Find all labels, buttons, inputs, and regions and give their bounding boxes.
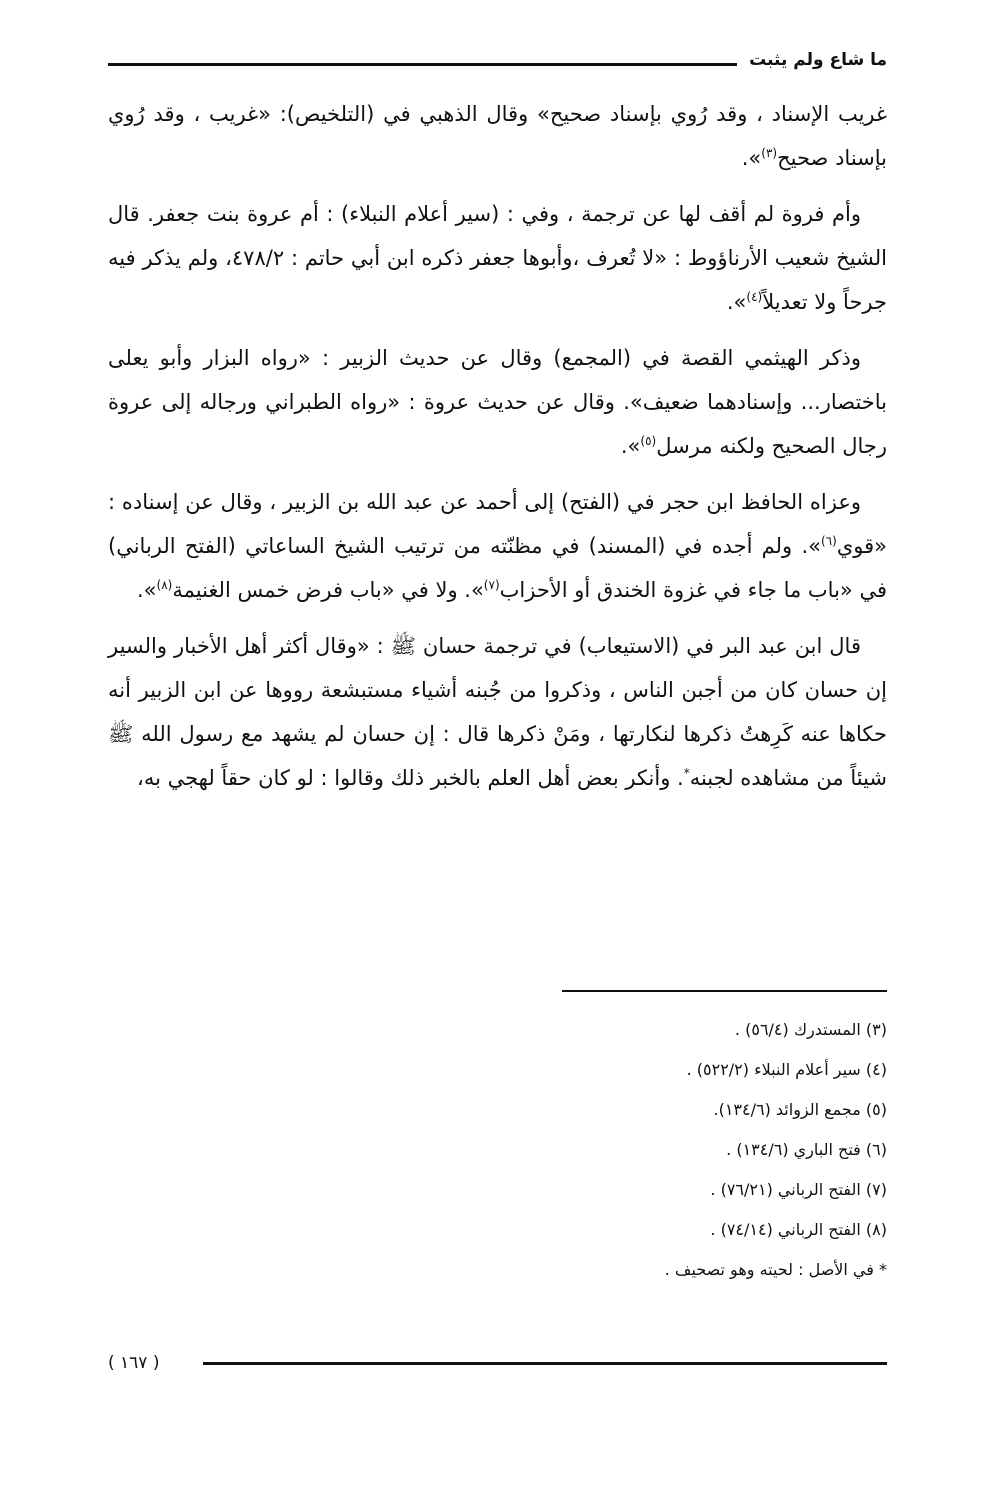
footnote-ref-7: (٧) bbox=[483, 578, 500, 592]
paragraph-tail: . وأنكر بعض أهل العلم بالخبر ذلك وقالوا : لو كان حقاً لهجي به، bbox=[137, 766, 684, 790]
footer-rule bbox=[203, 1362, 887, 1365]
footnote-separator bbox=[562, 990, 887, 992]
paragraph-text: قال ابن عبد البر في (الاستيعاب) في ترجمة حسان ﷺ : «وقال أكثر أهل الأخبار والسير إن حسان كان من أجبن الناس ، وذكروا من جُبنه أشياء مستبشعة رووها عن ابن الزبير أنه حكاها عنه كَرِهتُ ذكرها لنكارتها ، ومَنْ ذكرها قال : إن حسان لم يشهد مع رسول الله ﷺ شيئاً من مشاهده لجبنه bbox=[108, 634, 887, 790]
footnote-3: (٣) المستدرك (٥٦/٤) . bbox=[734, 1020, 887, 1039]
footnote-ref-star: * bbox=[683, 766, 690, 780]
footnote-ref-8: (٨) bbox=[156, 578, 173, 592]
page-number: ( ١٦٧ ) bbox=[108, 1353, 160, 1373]
footnote-4: (٤) سير أعلام النبلاء (٥٢٢/٢) . bbox=[686, 1060, 887, 1079]
paragraph-text: وذكر الهيثمي القصة في (المجمع) وقال عن حديث الزبير : «رواه البزار وأبو يعلى باختصار... وإسنادهما ضعيف». وقال عن حديث عروة : «رواه الطبراني ورجاله إلى عروة رجال الصحيح ولكنه مرسل bbox=[108, 346, 887, 458]
page-header bbox=[108, 46, 887, 80]
paragraph-3 bbox=[108, 336, 887, 468]
paragraph-text: غريب الإسناد ، وقد رُوي بإسناد صحيح» وقال الذهبي في (التلخيص): «غريب ، وقد رُوي بإسناد صحيح bbox=[108, 102, 887, 170]
footnote-ref-6: (٦) bbox=[820, 534, 837, 548]
footnote-ref-4: (٤) bbox=[746, 290, 763, 304]
running-title: ما شاع ولم يثبت bbox=[749, 50, 887, 70]
footnote-5: (٥) مجمع الزوائد (١٣٤/٦). bbox=[713, 1100, 887, 1119]
paragraph-4 bbox=[108, 480, 887, 612]
paragraph-text: وعزاه الحافظ ابن حجر في (الفتح) إلى أحمد عن عبد الله بن الزبير ، وقال عن إسناده : «قوي bbox=[108, 490, 887, 558]
footnote-ref-3: (٣) bbox=[761, 146, 778, 160]
footnote-6: (٦) فتح الباري (١٣٤/٦) . bbox=[726, 1140, 887, 1159]
header-rule bbox=[108, 63, 737, 66]
paragraph-tail: ». bbox=[726, 290, 747, 314]
paragraph-tail: ». bbox=[741, 146, 762, 170]
footnote-8: (٨) الفتح الرباني (٧٤/١٤) . bbox=[710, 1220, 887, 1239]
paragraph-2 bbox=[108, 192, 887, 324]
page-footer bbox=[108, 1348, 887, 1378]
main-text bbox=[108, 92, 887, 812]
footnote-ref-5: (٥) bbox=[640, 434, 657, 448]
paragraph-text: ». ولم أجده في (المسند) في مظنّته من ترتيب الشيخ الساعاتي (الفتح الرباني) في «باب ما جاء في غزوة الخندق أو الأحزاب bbox=[108, 534, 887, 602]
footnote-7: (٧) الفتح الرباني (٧٦/٢١) . bbox=[710, 1180, 887, 1199]
paragraph-1 bbox=[108, 92, 887, 180]
paragraph-tail: ». bbox=[620, 434, 641, 458]
paragraph-text: وأم فروة لم أقف لها عن ترجمة ، وفي : (سير أعلام النبلاء) : أم عروة بنت جعفر. قال الشيخ شعيب الأرناؤوط : «لا تُعرف ،وأبوها جعفر ذكره ابن أبي حاتم : ٤٧٨/٢، ولم يذكر فيه جرحاً ولا تعديلاً bbox=[108, 202, 887, 314]
paragraph-text: ». ولا في «باب فرض خمس الغنيمة bbox=[172, 578, 484, 602]
footnotes bbox=[108, 1010, 887, 1290]
paragraph-5 bbox=[108, 624, 887, 800]
footnote-star: * في الأصل : لحيته وهو تصحيف . bbox=[664, 1260, 887, 1279]
paragraph-tail: ». bbox=[136, 578, 157, 602]
